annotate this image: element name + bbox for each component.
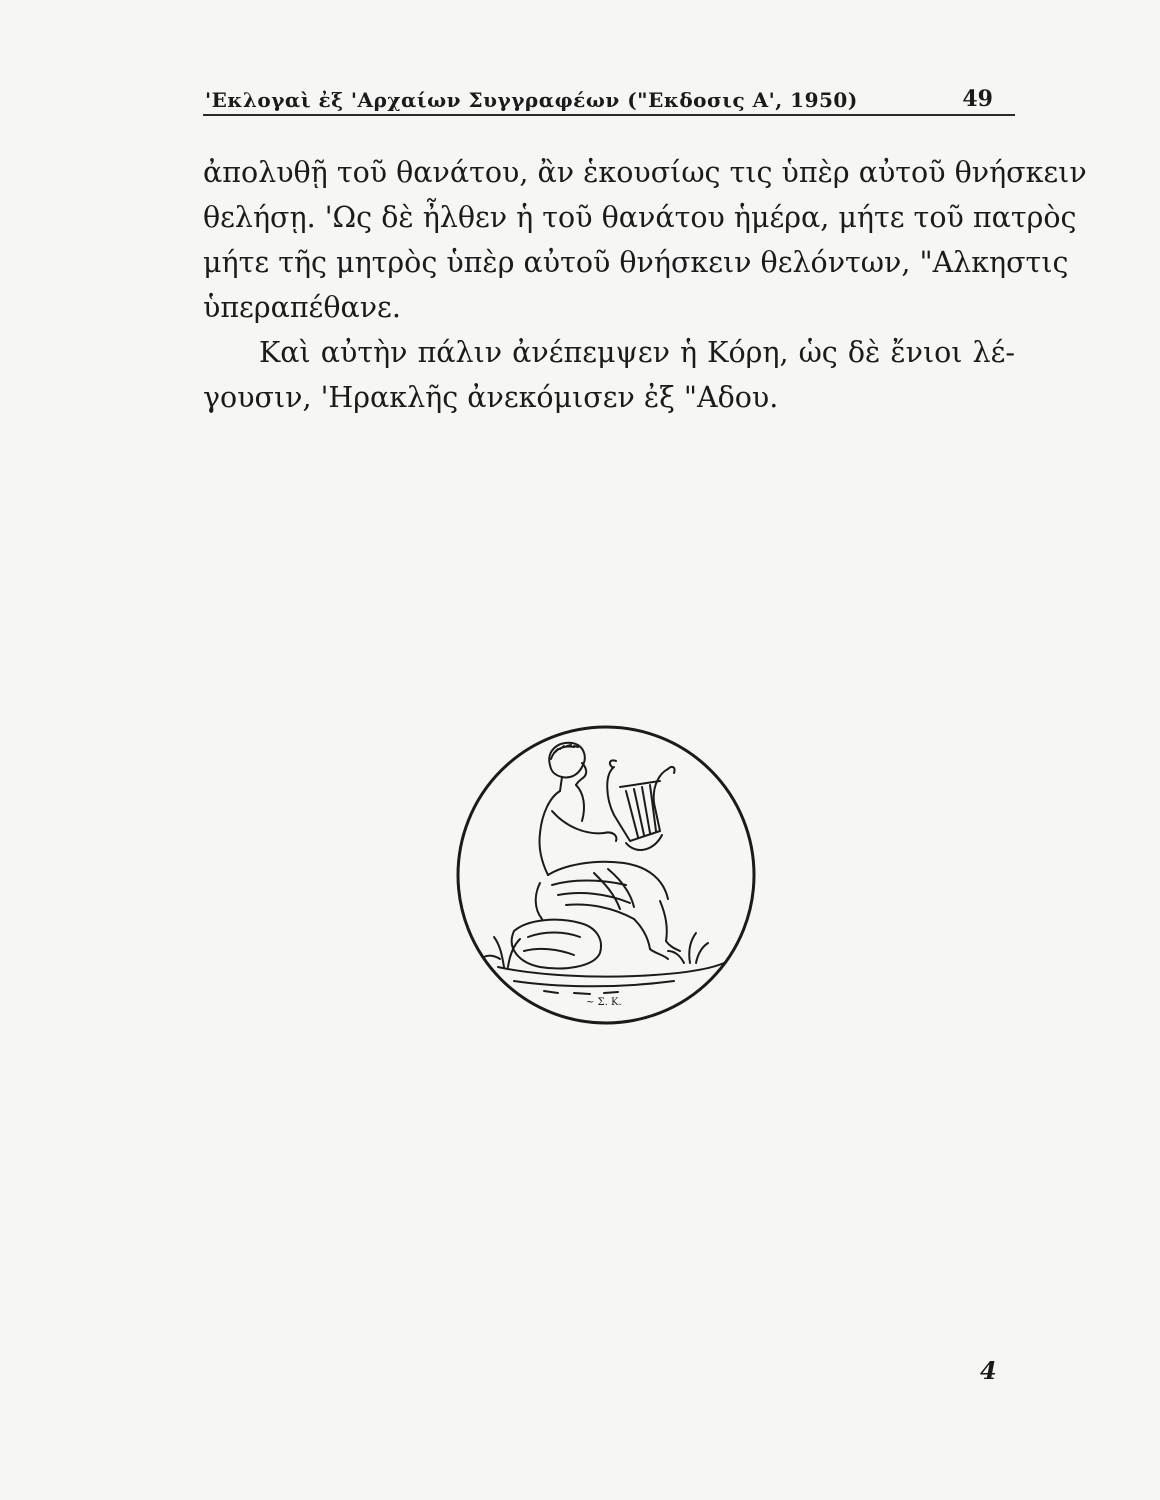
text-line-paragraph-start: Καὶ αὐτὴν πάλιν ἀνέπεμψεν ἡ Κόρη, ὡς δὲ ἔνιοι λέ- — [259, 336, 1015, 369]
running-title: 'Εκλογαὶ ἐξ 'Αρχαίων Συγγραφέων ("Εκδοσις Α', 1950) — [205, 88, 858, 112]
running-header — [203, 82, 1015, 116]
body-text — [203, 150, 1087, 420]
text-line: ὑπεραπέθανε. — [203, 291, 401, 324]
corner-mark: 4 — [980, 1356, 997, 1385]
svg-text:~ Σ. K.: ~ Σ. K. — [586, 997, 622, 1008]
text-line: ἀπολυθῇ τοῦ θανάτου, ἂν ἑκουσίως τις ὑπὲρ αὐτοῦ θνήσκειν — [203, 156, 1087, 189]
page-number: 49 — [962, 86, 993, 112]
lyre-player-emblem-icon — [454, 723, 758, 1027]
text-line: μήτε τῆς μητρὸς ὑπὲρ αὐτοῦ θνήσκειν θελόντων, "Αλκηστις — [203, 246, 1069, 279]
text-line: θελήσῃ. 'Ως δὲ ἦλθεν ἡ τοῦ θανάτου ἡμέρα, μήτε τοῦ πατρὸς — [203, 201, 1077, 234]
text-line: γουσιν, 'Ηρακλῆς ἀνεκόμισεν ἐξ "Αδου. — [203, 381, 779, 414]
